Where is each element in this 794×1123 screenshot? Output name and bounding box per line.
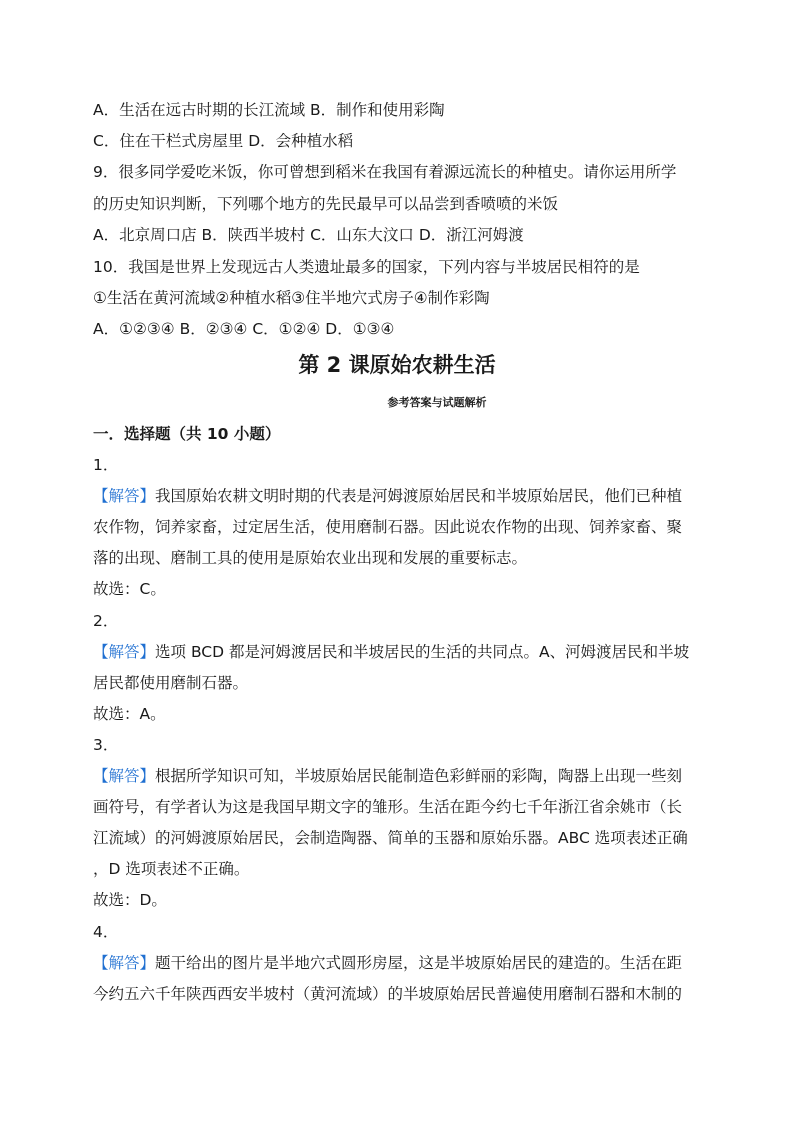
- answer-4-line1: [93, 953, 682, 973]
- q9-text-line2: 的历史知识判断，下列哪个地方的先民最早可以品尝到香喷喷的米饭: [93, 195, 559, 213]
- answer-tag: 【解答】: [93, 487, 156, 505]
- answer-1-choice: 故选：C。: [93, 580, 166, 598]
- answer-3-number: 3．: [93, 736, 119, 754]
- section-heading: 一．选择题（共 10 小题）: [93, 425, 281, 443]
- answer-1-line2: 农作物，饲养家畜，过定居生活，使用磨制石器。因此说农作物的出现、饲养家畜、聚: [93, 518, 683, 536]
- q10-text-line1: 10．我国是世界上发现远古人类遗址最多的国家，下列内容与半坡居民相符的是: [93, 258, 640, 276]
- answer-3-line4: ，D 选项表述不正确。: [93, 860, 250, 878]
- q8-options-line2: C．住在干栏式房屋里 D．会种植水稻: [93, 132, 354, 150]
- answer-tag: 【解答】: [93, 954, 156, 972]
- q10-options: A．①②③④ B．②③④ C．①②④ D．①③④: [93, 320, 395, 338]
- answer-2-line2: 居民都使用磨制石器。: [93, 674, 249, 692]
- answer-4-line2: 今约五六千年陕西西安半坡村（黄河流域）的半坡原始居民普遍使用磨制石器和木制的: [93, 985, 683, 1003]
- q9-options: A．北京周口店 B．陕西半坡村 C．山东大汶口 D．浙江河姆渡: [93, 226, 524, 244]
- answer-tag: 【解答】: [93, 643, 156, 661]
- answer-3-line1: [93, 766, 682, 786]
- answer-2-text: 选项 BCD 都是河姆渡居民和半坡居民的生活的共同点。A、河姆渡居民和半坡: [155, 643, 690, 661]
- answer-3-choice: 故选：D。: [93, 891, 167, 909]
- answer-3-text: 根据所学知识可知，半坡原始居民能制造色彩鲜丽的彩陶，陶器上出现一些刻: [155, 767, 683, 785]
- answer-3-line2: 画符号，有学者认为这是我国早期文字的雏形。生活在距今约七千年浙江省余姚市（长: [93, 798, 683, 816]
- answer-4-text: 题干给出的图片是半地穴式圆形房屋，这是半坡原始居民的建造的。生活在距: [155, 954, 683, 972]
- answer-tag: 【解答】: [93, 767, 156, 785]
- answer-1-text: 我国原始农耕文明时期的代表是河姆渡原始居民和半坡原始居民，他们已种植: [155, 487, 683, 505]
- q10-text-line2: ①生活在黄河流域②种植水稻③住半地穴式房子④制作彩陶: [93, 289, 490, 307]
- answer-4-number: 4．: [93, 923, 119, 941]
- answer-2-line1: [93, 642, 689, 662]
- q8-options-line1: A．生活在远古时期的长江流域 B．制作和使用彩陶: [93, 101, 445, 119]
- answer-1-line3: 落的出现、磨制工具的使用是原始农业出现和发展的重要标志。: [93, 549, 528, 567]
- answer-2-choice: 故选：A。: [93, 705, 166, 723]
- answer-3-line3: 江流域）的河姆渡原始居民，会制造陶器、简单的玉器和原始乐器。ABC 选项表述正确: [93, 829, 688, 847]
- answer-subtitle: 参考答案与试题解析: [387, 396, 487, 409]
- answer-1-number: 1．: [93, 456, 119, 474]
- answer-2-number: 2．: [93, 612, 119, 630]
- answer-1-line1: [93, 486, 682, 506]
- lesson-title: 第 2 课原始农耕生活: [298, 353, 496, 377]
- q9-text-line1: 9．很多同学爱吃米饭，你可曾想到稻米在我国有着源远流长的种植史。请你运用所学: [93, 163, 677, 181]
